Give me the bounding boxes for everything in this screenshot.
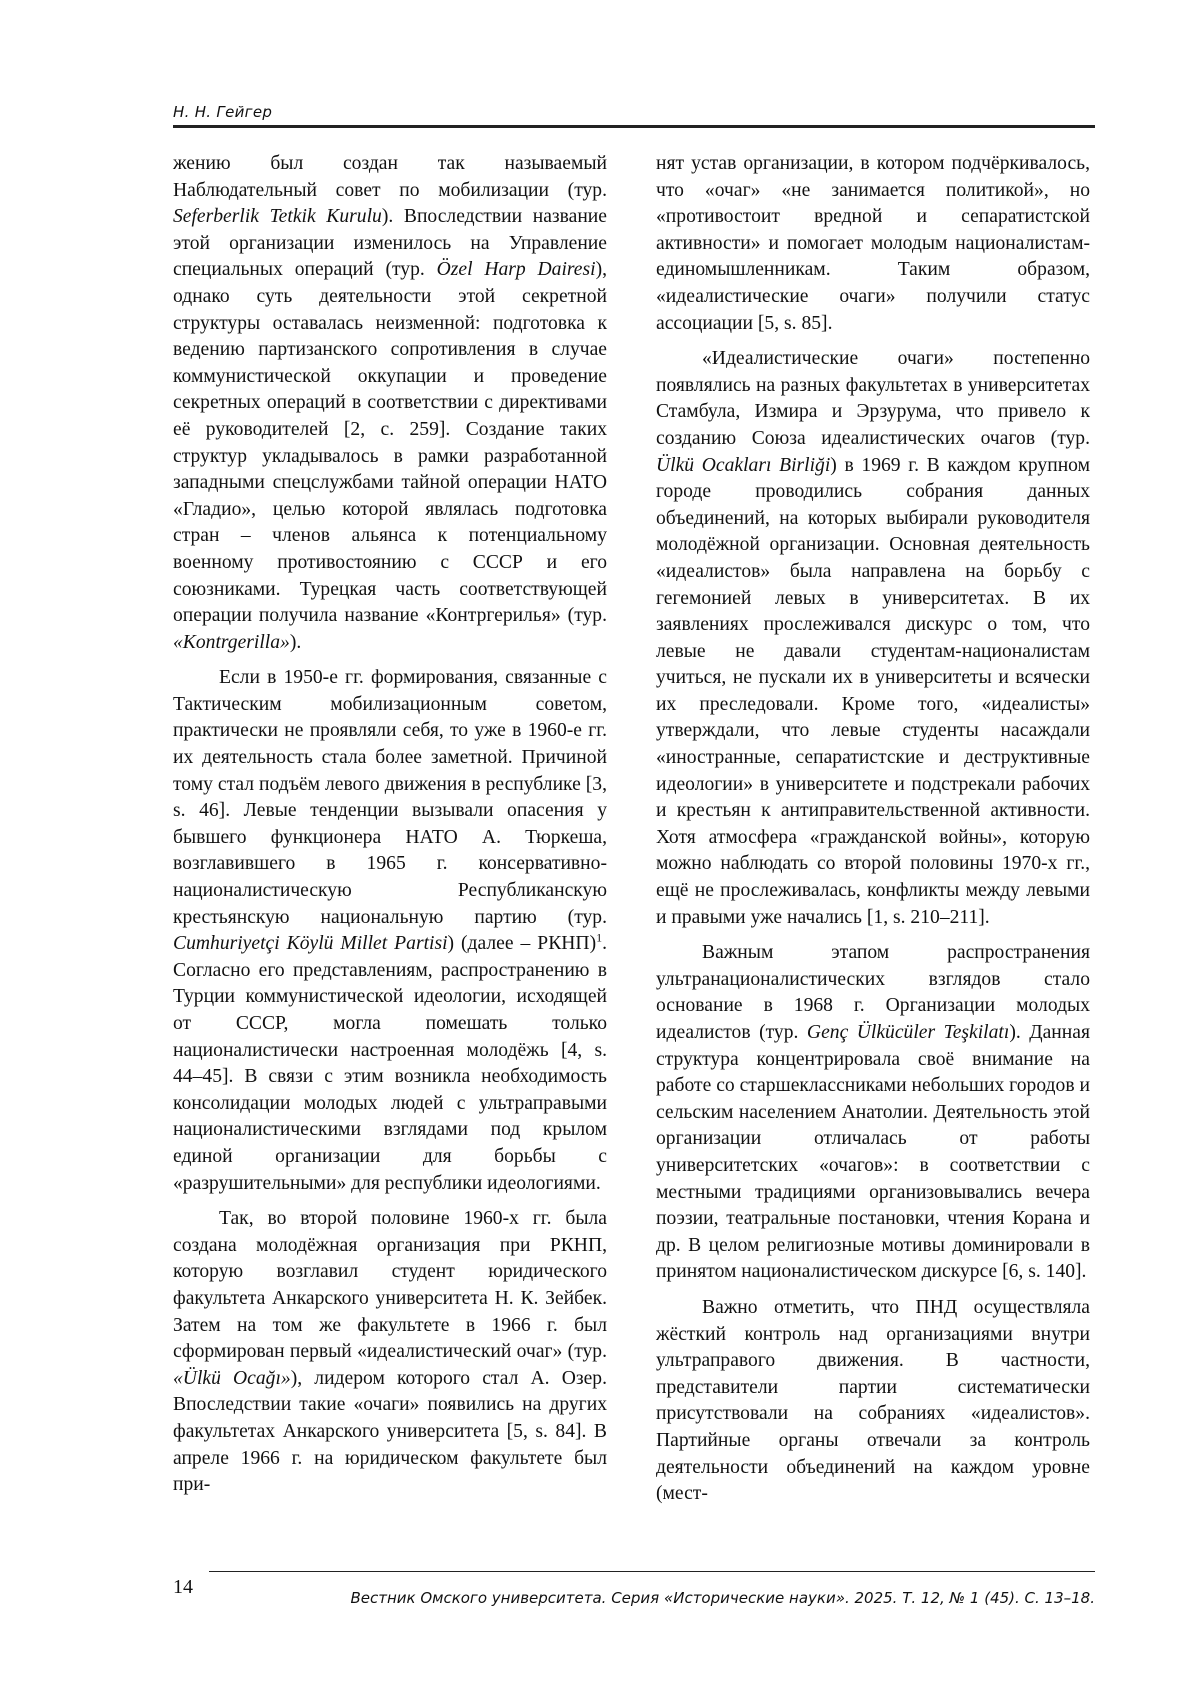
header-rule [173,125,1095,128]
paragraph [173,151,607,656]
text-run: ), лидером которого стал А. Озер. Впоследствии такие «очаги» появились на других факультетах Анкарского университета [5, s. 84]. В апреле 1966 г. на юридическом факультете был при- [173,1367,607,1496]
turkish-term: Genç Ülkücüler Teşkilatı [806,1022,1010,1043]
text-run: ) в 1969 г. В каждом крупном городе проводились собрания данных объединений, на которых выбирали руководителя молодёжной организации. Основная деятельность «идеалистов» была направлена на борьбу с гегемонией левых в университетах. В их заявлениях прослеживался дискурс о том, что левые не давали студентам-националистам учиться, не пускали их в университеты и всячески их преследовали. Кроме того, «идеалисты» утверждали, что левые студенты насаждали «иностранные, сепаратистские и деструктивные идеологии» в университете и подстрекали рабочих и крестьян к антиправительственной активности. Хотя атмосфера «гражданской войны», которую можно наблюдать со второй половины 1970-х гг., ещё не прослеживалась, конфликты между левыми и правыми уже начались [1, s. 210–211]. [656,454,1090,928]
text-run: . Согласно его представлениям, распространению в Турции коммунистической идеологии, исходящей от СССР, могла помешать только националистически настроенная молодёжь [4, s. 44–45]. В связи с этим возникла необходимость консолидации молодых людей с ультраправыми националистическими взглядами под крылом единой организации для борьбы с «разрушительными» для республики идеологиями. [173,933,608,1194]
paragraph: нят устав организации, в котором подчёркивалось, что «очаг» «не занимается политикой», но «противостоит вредной и сепаратистской активности» и помогает молодым националистам-единомышленникам. Таким образом, «идеалистические очаги» получили статус ассоциации [5, s. 85]. [656,153,1090,334]
footer-rule [209,1571,1095,1572]
text-run: ). [289,631,302,653]
turkish-term: Cumhuriyetçi Köylü Millet Partisi [173,933,448,955]
paragraph: Важно отметить, что ПНД осуществляла жёсткий контроль над организациями внутри ультраправого движения. В частности, представители партии систематически присутствовали на собраниях «идеалистов». Партийные органы отвечали за контроль деятельности объединений на каждом уровне (мест- [656,1296,1090,1505]
turkish-term: Özel Harp Dairesi [436,259,596,281]
text-run: Так, во второй половине 1960-х гг. была создана молодёжная организация при РКНП, которую возглавил студент юридического факультета Анкарского университета Н. К. Зейбек. Затем на том же факультете в 1966 г. был сформирован первый «идеалистический очаг» (тур. [173,1208,607,1363]
paragraph [173,665,607,1197]
turkish-term: Ülkü Ocakları Birliği [656,454,831,476]
turkish-term: Seferberlik Tetkik Kurulu [173,206,382,228]
text-run: ), однако суть деятельности этой секретной структуры оставалась неизменной: подготовка к ведению партизанского сопротивления в случае коммунистической оккупации и проведение секретных операций в соответствии с директивами её руководителей [2, с. 259]. Создание таких структур укладывалось в рамки разработанной западными спецслужбами тайной операции НАТО «Гладио», целью которой являлась подготовка стран – членов альянса к потенциальному военному противостоянию с СССР и его союзниками. Турецкая часть соответствующей операции получила название «Контргерилья» (тур. [173,259,608,627]
text-run: ). Впоследствии название этой организации изменилось на Управление специальных операций (тур. [173,206,607,281]
paragraph [173,1206,607,1499]
turkish-term: «Kontrgerilla» [173,631,290,653]
paragraph [656,346,1090,931]
text-run: ) (далее – РКНП) [447,933,597,955]
page-number: 14 [173,1576,193,1598]
right-column [656,151,1090,1517]
turkish-term: «Ülkü Ocağı» [173,1367,291,1389]
text-run: Если в 1950-е гг. формирования, связанные с Тактическим мобилизационным советом, практически не проявляли себя, то уже в 1960-е гг. их деятельность стала более заметной. Причиной тому стал подъём левого движения в республике [3, s. 46]. Левые тенденции вызывали опасения у бывшего функционера НАТО А. Тюркеша, возглавившего в 1965 г. консервативно-националистическую Республиканскую крестьянскую национальную партию (тур. [173,667,607,928]
paragraph [656,940,1090,1286]
text-run: Важным этапом распространения ультранационалистических взглядов стало основание в 1968 г. Организации молодых идеалистов (тур. [656,942,1090,1043]
journal-citation: Вестник Омского университета. Серия «Исторические науки». 2025. Т. 12, № 1 (45). С. 13–18. [350,1589,1095,1607]
text-run: ). Данная структура концентрировала своё внимание на работе со старшеклассниками небольших городов и сельским населением Анатолии. Деятельность этой организации отличалась от работы университетских «очагов»: в соответствии с местными традициями организовывались вечера поэзии, театральные постановки, чтения Корана и др. В целом религиозные мотивы доминировали в принятом националистическом дискурсе [6, s. 140]. [656,1022,1090,1283]
running-head-author: Н. Н. Гейгер [173,103,273,121]
left-column [173,151,607,1508]
text-run: жению был создан так называемый Наблюдательный совет по мобилизации (тур. [173,153,607,201]
footnote-marker[interactable]: 1 [596,930,603,945]
text-run: «Идеалистические очаги» постепенно появлялись на разных факультетах в университетах Стамбула, Измира и Эрзурума, что привело к созданию Союза идеалистических очагов (тур. [656,348,1090,449]
